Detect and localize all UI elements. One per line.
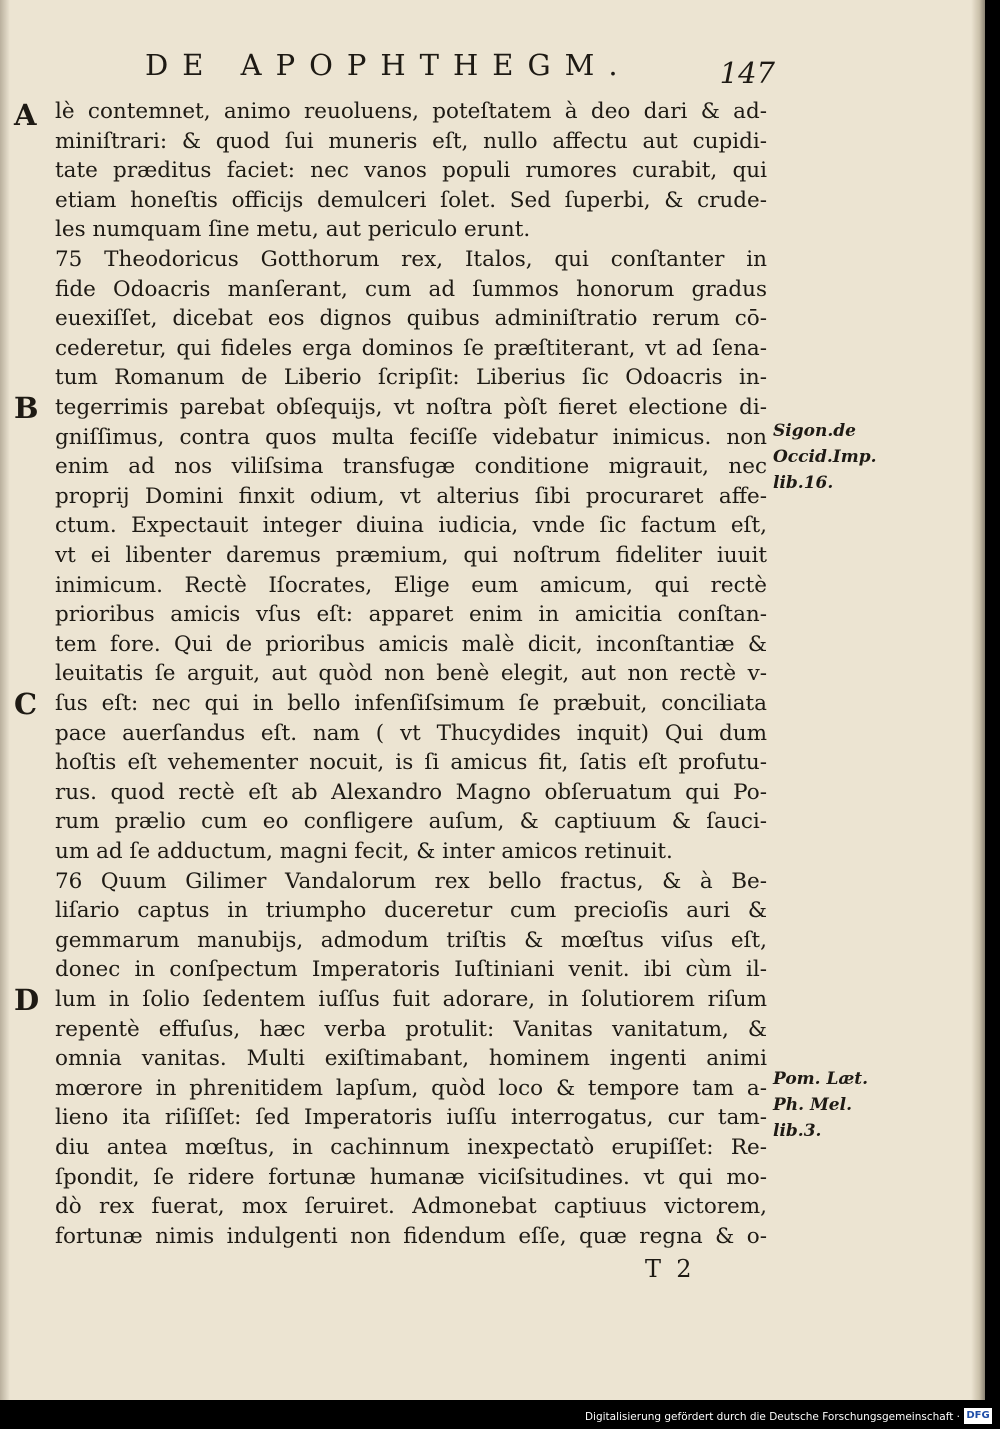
text-line: hoſtis eſt vehementer nocuit, is ſi amicus fit, ſatis eſt profutu- xyxy=(55,750,767,776)
gutter-shadow xyxy=(0,0,10,1400)
text-line: ctum. Expectauit integer diuina iudicia, vnde ſic factum eſt, xyxy=(55,513,767,539)
text-line: etiam honeſtis officijs demulceri ſolet. Sed ſuperbi, & crude- xyxy=(55,187,767,213)
text-line: tum Romanum de Liberio ſcripſit: Liberius ſic Odoacris in- xyxy=(55,365,767,391)
margin-note-line: Occid.Imp. xyxy=(773,447,877,467)
text-line: lum in ſolio ſedentem iuſſus fuit adorare, in ſolutiorem riſum xyxy=(55,987,767,1012)
margin-note-pomponius xyxy=(773,1066,913,1144)
text-line: tate præditus faciet: nec vanos populi rumores curabit, qui xyxy=(55,158,767,184)
text-line: repentè effuſus, hæc verba protulit: Vanitas vanitatum, & xyxy=(55,1016,767,1042)
text-line: tem fore. Qui de prioribus amicis malè dicit, inconſtantiæ & xyxy=(55,631,767,657)
running-head: DE APOPHTHEGM. xyxy=(145,48,632,82)
margin-note-line: lib.3. xyxy=(773,1121,822,1141)
text-line: les numquam ſine metu, aut periculo erunt. xyxy=(55,217,531,243)
text-line: liſario captus in triumpho duceretur cum precioſis auri & xyxy=(55,898,767,924)
text-line: fide Odoacris manſerant, cum ad ſummos honorum gradus xyxy=(55,276,767,302)
section-letter-c: C xyxy=(14,687,38,721)
section-letter-d: D xyxy=(14,983,40,1017)
text-line: ſus eſt: nec qui in bello infenſiſsimum ſe præbuit, conciliata xyxy=(55,691,767,716)
margin-note-sigonius xyxy=(773,418,913,496)
text-line: rum prælio cum eo confligere auſum, & captiuum & ſauci- xyxy=(55,809,767,835)
catchword: T 2 xyxy=(645,1255,692,1283)
page-edge xyxy=(971,0,985,1400)
text-line: tegerrimis parebat obſequijs, vt noſtra pòſt fieret electione di- xyxy=(55,395,767,420)
margin-note-line: Ph. Mel. xyxy=(773,1095,852,1115)
text-line: gniſſimus, contra quos multa feciſſe videbatur inimicus. non xyxy=(55,424,767,450)
text-line: prioribus amicis vſus eſt: apparet enim in amicitia conſtan- xyxy=(55,602,767,628)
text-line: leuitatis ſe arguit, aut quòd non benè elegit, aut non rectè v- xyxy=(55,661,767,687)
section-letter-b: B xyxy=(14,391,39,425)
text-line: pace auerſandus eſt. nam ( vt Thucydides inquit) Qui dum xyxy=(55,720,767,746)
text-line: lieno ita riſiſſet: ſed Imperatoris iuſſu interrogatus, cur tam- xyxy=(55,1105,767,1131)
text-line: ſpondit, ſe ridere fortunæ humanæ viciſsitudines. vt qui mo- xyxy=(55,1164,767,1190)
text-line: vt ei libenter daremus præmium, qui noſtrum fideliter iuuit xyxy=(55,543,767,568)
text-line: rus. quod rectè eſt ab Alexandro Magno obſeruatum qui Po- xyxy=(55,779,767,805)
text-line: inimicum. Rectè Iſocrates, Elige eum amicum, qui rectè xyxy=(55,572,767,598)
text-line: um ad ſe adductum, magni fecit, & inter amicos retinuit. xyxy=(55,839,673,864)
dfg-logo: DFG xyxy=(964,1408,992,1424)
text-line: diu antea mœſtus, in cachinnum inexpectatò erupiſſet: Re- xyxy=(55,1135,767,1160)
text-line: omnia vanitas. Multi exiſtimabant, hominem ingenti animi xyxy=(55,1046,767,1072)
margin-note-line: lib.16. xyxy=(773,473,834,493)
text-line: dò rex fuerat, mox ſeruiret. Admonebat captiuus victorem, xyxy=(55,1194,767,1220)
funding-credit: Digitalisierung gefördert durch die Deutsche Forschungsgemeinschaft · xyxy=(584,1411,960,1423)
text-line: 76 Quum Gilimer Vandalorum rex bello fractus, & à Be- xyxy=(55,868,767,894)
text-line: euexiſſet, dicebat eos dignos quibus adminiſtratio rerum cō- xyxy=(55,306,767,332)
text-line: lè contemnet, animo reuoluens, poteſtatem à deo dari & ad- xyxy=(55,99,767,124)
page-number: 147 xyxy=(719,56,775,90)
margin-note-line: Pom. Læt. xyxy=(773,1069,869,1089)
text-line: gemmarum manubijs, admodum triſtis & mœſtus viſus eſt, xyxy=(55,927,767,953)
text-line: cederetur, qui fideles erga dominos ſe præſtiterant, vt ad ſena- xyxy=(55,335,767,361)
text-line: enim ad nos viliſsima transfugæ conditione migrauit, nec xyxy=(55,454,767,480)
section-letter-a: A xyxy=(14,98,37,132)
text-line: mœrore in phrenitidem lapſum, quòd loco & tempore tam a- xyxy=(55,1075,767,1101)
text-line: 75 Theodoricus Gotthorum rex, Italos, qui conſtanter in xyxy=(55,247,767,272)
margin-note-line: Sigon.de xyxy=(773,421,856,441)
text-line: miniſtrari: & quod ſui muneris eſt, nullo affectu aut cupidi- xyxy=(55,128,767,154)
text-line: fortunæ nimis indulgenti non fidendum eſſe, quæ regna & o- xyxy=(55,1223,767,1249)
text-line: donec in conſpectum Imperatoris Iuſtiniani venit. ibi cùm il- xyxy=(55,957,767,983)
text-line: proprij Domini finxit odium, vt alterius ſibi procuraret affe- xyxy=(55,483,767,509)
